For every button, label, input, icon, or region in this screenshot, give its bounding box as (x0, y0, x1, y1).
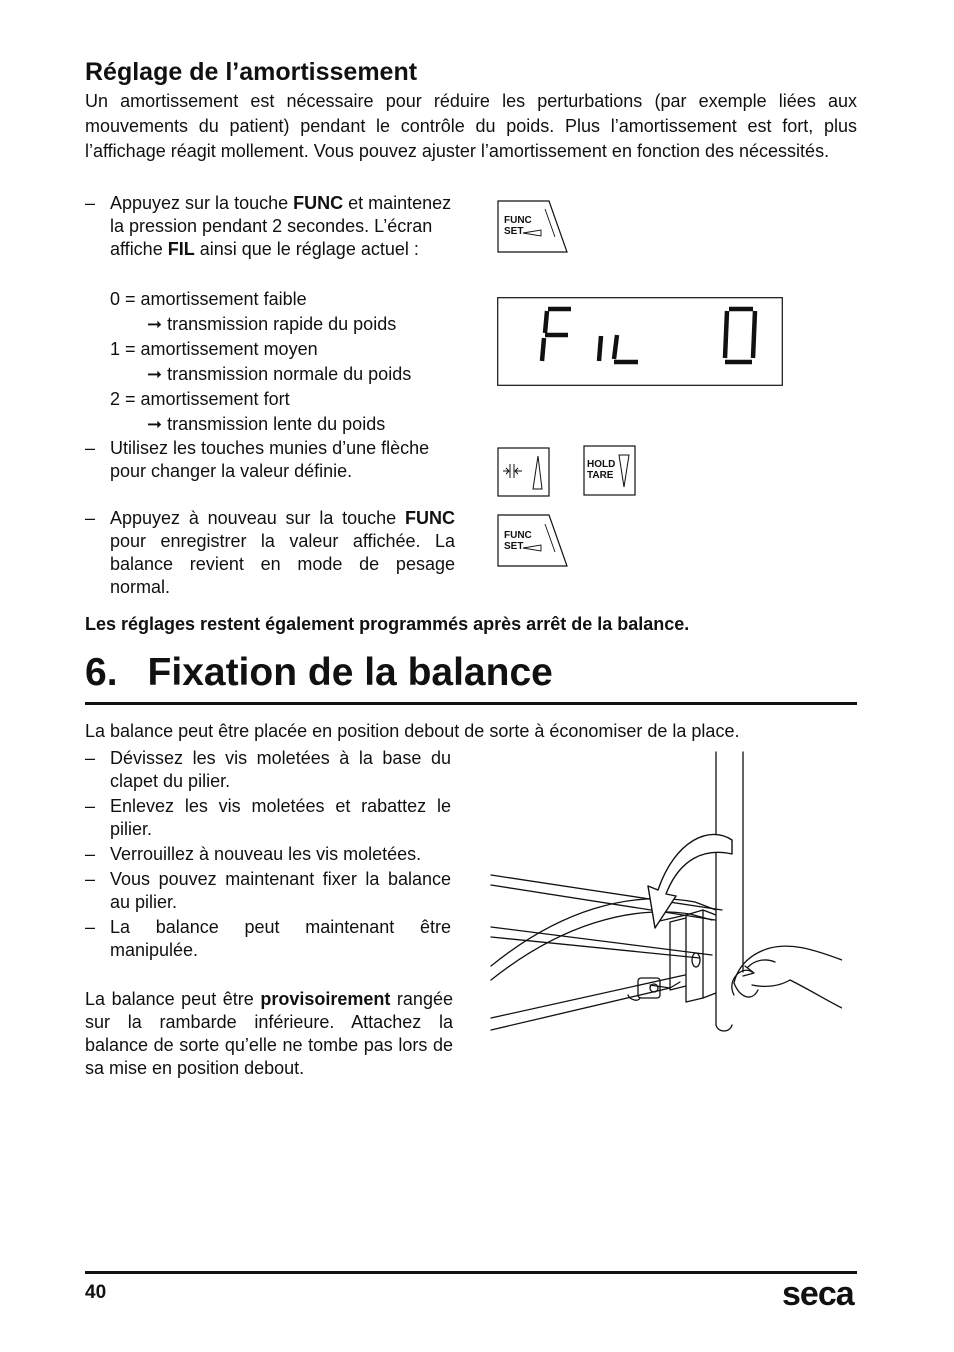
list-dash: – (85, 193, 96, 213)
step-3-part: pour enregistrer la valeur affichée. La balance revient en mode de pesage normal. (110, 531, 455, 597)
func-key-name: FUNC (293, 193, 344, 213)
scale-mounting-illustration (490, 750, 842, 1035)
list-dash: – (85, 748, 96, 768)
func-set-key-icon (497, 514, 569, 568)
chapter-step-text: La balance peut maintenant être manipulée. (110, 917, 451, 960)
func-set-key-icon (497, 200, 569, 254)
page-number: 40 (85, 1282, 107, 1303)
chapter-number: 6. (85, 651, 118, 694)
step-3-part: Appuyez à nouveau sur la touche (110, 508, 405, 528)
option-2-effect: ➞ transmission lente du poids (147, 414, 386, 434)
fil-code: FIL (167, 239, 195, 259)
list-dash: – (85, 917, 96, 937)
chapter-step-text: Enlevez les vis moletées et rabattez le pilier. (110, 796, 451, 839)
chapter-step-text: Dévissez les vis moletées à la base du clapet du pilier. (110, 748, 451, 791)
step-1-part: Appuyez sur la touche (110, 193, 294, 213)
option-0-effect: ➞ transmission rapide du poids (147, 314, 397, 334)
set-key-label: SET (504, 226, 524, 237)
func-key-label: FUNC (504, 530, 532, 541)
step-1-part: et maintenez la pression pendant 2 secondes. L’écran affiche (110, 193, 452, 259)
list-dash: – (85, 796, 96, 816)
chapter-intro: La balance peut être placée en position debout de sorte à économiser de la place. (85, 721, 740, 741)
option-1-effect: ➞ transmission normale du poids (147, 364, 412, 384)
footer-rule (85, 1271, 857, 1274)
settings-note: Les réglages restent également programmés après arrêt de la balance. (85, 614, 690, 634)
intro-paragraph: Un amortissement est nécessaire pour réduire les perturbations (par exemple liées aux mouvements du patient) pendant le contrôle du poids. Plus l’amortissement est fort, plus l’affichage réagit mollement. Vous pouvez ajuster l’amortissement en fonction des nécessités. (85, 91, 857, 161)
func-key-label: FUNC (504, 215, 532, 226)
seca-logo: seca (782, 1275, 854, 1313)
option-1-label: 1 = amortissement moyen (110, 339, 318, 359)
storage-part: La balance peut être (85, 989, 261, 1009)
option-0-label: 0 = amortissement faible (110, 289, 307, 309)
storage-emphasis: provisoirement (260, 989, 391, 1009)
tare-key-label: TARE (587, 470, 614, 481)
func-key-name: FUNC (405, 508, 455, 528)
damping-options (110, 287, 411, 437)
chapter-step-text: Verrouillez à nouveau les vis moletées. (110, 844, 422, 864)
chapter-title: Fixation de la balance (147, 651, 553, 694)
storage-part: rangée sur la rambarde inférieure. Attachez la balance de sorte qu’elle ne tombe pas lors de sa mise en position debout. (85, 989, 453, 1078)
hold-key-label: HOLD (587, 459, 616, 470)
list-dash: – (85, 869, 96, 889)
step-2-text: Utilisez les touches munies d’une flèche pour changer la valeur définie. (110, 438, 430, 481)
step-1-part: ainsi que le réglage actuel : (194, 239, 419, 259)
list-dash: – (85, 438, 96, 458)
step-3-text (110, 507, 455, 599)
chapter-heading (85, 651, 553, 695)
hold-tare-key-icon (583, 445, 637, 497)
storage-paragraph (85, 988, 453, 1080)
list-dash: – (85, 844, 96, 864)
arrow-key-icon (497, 447, 551, 498)
list-dash: – (85, 508, 96, 528)
lcd-display-fil-0 (497, 297, 784, 387)
chapter-step-text: Vous pouvez maintenant fixer la balance au pilier. (110, 869, 451, 912)
option-2-label: 2 = amortissement fort (110, 389, 290, 409)
set-key-label: SET (504, 541, 524, 552)
section-heading: Réglage de l’amortissement (85, 58, 418, 86)
step-1-text (110, 192, 456, 261)
chapter-rule (85, 702, 857, 705)
